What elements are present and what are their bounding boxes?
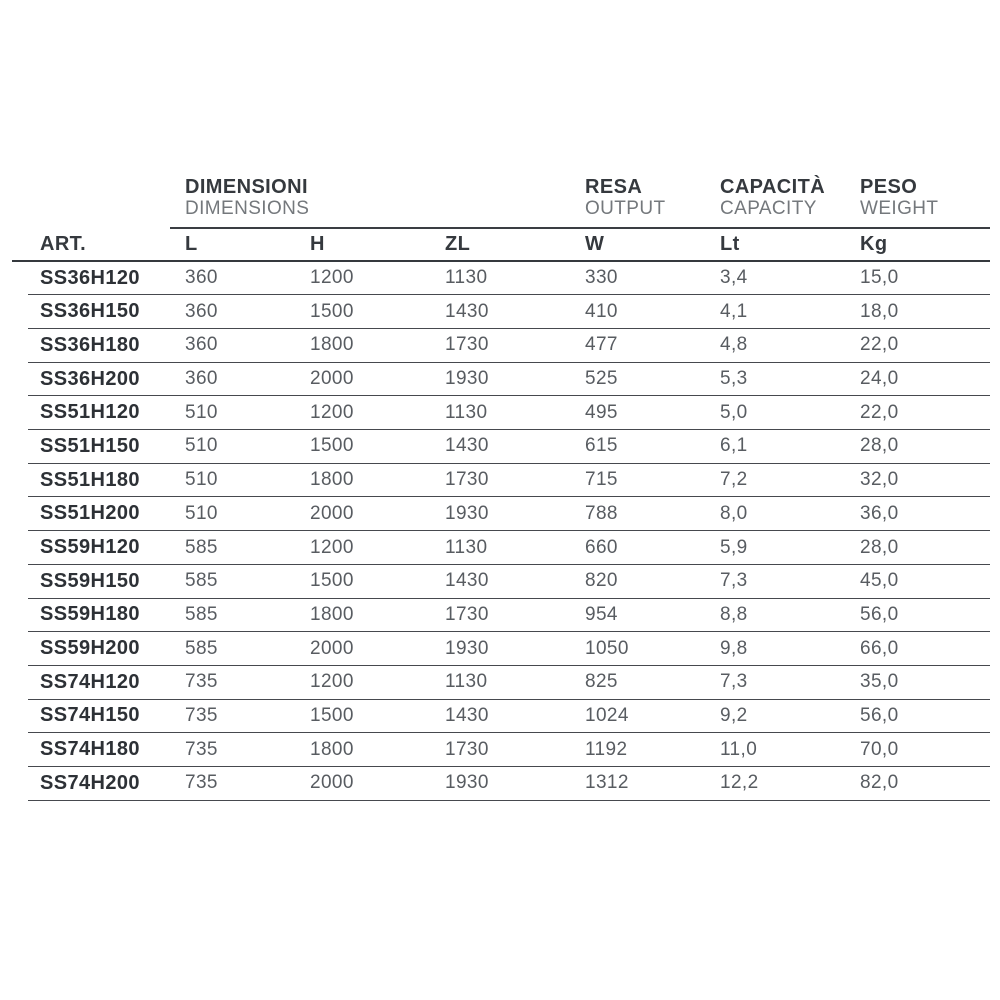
cell-output-w: 820 <box>585 570 618 592</box>
cell-weight-kg: 24,0 <box>860 368 899 390</box>
cell-article-code: SS59H200 <box>40 637 140 660</box>
group-subtitle-output: OUTPUT <box>585 198 666 220</box>
cell-output-w: 330 <box>585 267 618 288</box>
cell-length: 585 <box>185 536 218 558</box>
group-subtitle-weight: WEIGHT <box>860 198 939 220</box>
cell-output-w: 525 <box>585 368 618 390</box>
cell-article-code: SS74H150 <box>40 704 140 727</box>
cell-zl: 1730 <box>445 603 489 625</box>
table-row <box>28 531 990 565</box>
cell-length: 360 <box>185 368 218 390</box>
cell-article-code: SS36H180 <box>40 333 140 356</box>
column-header-row <box>12 229 990 262</box>
table-row <box>28 262 990 296</box>
cell-article-code: SS59H180 <box>40 603 140 626</box>
cell-zl: 1430 <box>445 300 489 322</box>
group-title-capacita: CAPACITÀ <box>720 176 826 198</box>
cell-capacity-lt: 5,9 <box>720 536 748 558</box>
group-title-dimensioni: DIMENSIONI <box>185 176 308 198</box>
cell-length: 585 <box>185 570 218 592</box>
group-header-capacity <box>720 176 860 220</box>
cell-zl: 1930 <box>445 502 489 524</box>
cell-length: 510 <box>185 469 218 491</box>
cell-zl: 1130 <box>445 401 488 423</box>
table-row <box>28 599 990 633</box>
cell-capacity-lt: 5,0 <box>720 401 748 423</box>
cell-output-w: 495 <box>585 401 618 423</box>
cell-weight-kg: 15,0 <box>860 267 899 288</box>
cell-weight-kg: 22,0 <box>860 401 899 423</box>
cell-output-w: 715 <box>585 469 618 491</box>
cell-article-code: SS36H150 <box>40 300 140 323</box>
cell-length: 360 <box>185 300 218 322</box>
cell-article-code: SS51H180 <box>40 468 140 491</box>
cell-article-code: SS36H200 <box>40 367 140 390</box>
table-body <box>28 262 990 801</box>
cell-height: 1200 <box>310 267 354 288</box>
table-row <box>28 733 990 767</box>
cell-height: 1800 <box>310 469 354 491</box>
cell-height: 2000 <box>310 772 354 794</box>
cell-length: 735 <box>185 772 218 794</box>
cell-zl: 1930 <box>445 368 489 390</box>
cell-output-w: 477 <box>585 334 618 356</box>
table-row <box>28 464 990 498</box>
cell-zl: 1430 <box>445 704 489 726</box>
cell-height: 1200 <box>310 671 354 693</box>
cell-zl: 1930 <box>445 772 489 794</box>
cell-weight-kg: 82,0 <box>860 772 899 794</box>
cell-height: 1500 <box>310 435 354 457</box>
cell-article-code: SS59H120 <box>40 536 140 558</box>
cell-capacity-lt: 7,3 <box>720 671 748 693</box>
column-header-l: L <box>185 232 198 255</box>
cell-capacity-lt: 8,8 <box>720 603 748 625</box>
table-row <box>28 666 990 700</box>
column-header-w: W <box>585 232 605 255</box>
cell-article-code: SS74H120 <box>40 670 140 693</box>
cell-height: 2000 <box>310 637 354 659</box>
table-row <box>28 430 990 464</box>
cell-output-w: 660 <box>585 536 618 558</box>
cell-height: 1500 <box>310 300 354 322</box>
table-row <box>28 396 990 430</box>
column-header-art: ART. <box>40 232 87 255</box>
column-header-h: H <box>310 232 325 255</box>
cell-length: 585 <box>185 603 218 625</box>
cell-article-code: SS51H200 <box>40 502 140 525</box>
cell-article-code: SS59H150 <box>40 569 140 592</box>
cell-output-w: 1024 <box>585 704 629 726</box>
cell-capacity-lt: 9,8 <box>720 637 748 659</box>
cell-weight-kg: 32,0 <box>860 469 899 491</box>
column-header-kg: Kg <box>860 232 888 255</box>
table-row <box>28 329 990 363</box>
group-header-output <box>585 176 720 220</box>
cell-length: 735 <box>185 671 218 693</box>
table-row <box>28 700 990 734</box>
cell-height: 1200 <box>310 536 354 558</box>
cell-zl: 1730 <box>445 738 489 760</box>
cell-length: 510 <box>185 401 218 423</box>
table-row <box>28 497 990 531</box>
cell-height: 2000 <box>310 502 354 524</box>
cell-zl: 1430 <box>445 435 489 457</box>
cell-height: 1800 <box>310 603 354 625</box>
cell-weight-kg: 22,0 <box>860 334 899 356</box>
cell-height: 1800 <box>310 334 354 356</box>
group-header-dimensions <box>170 176 585 220</box>
cell-article-code: SS51H150 <box>40 434 140 457</box>
cell-capacity-lt: 3,4 <box>720 267 748 288</box>
group-title-resa: RESA <box>585 176 643 198</box>
cell-length: 360 <box>185 334 218 356</box>
cell-zl: 1730 <box>445 469 489 491</box>
cell-length: 510 <box>185 435 218 457</box>
cell-output-w: 825 <box>585 671 618 693</box>
table-row <box>28 363 990 397</box>
cell-article-code: SS74H180 <box>40 738 140 761</box>
cell-height: 2000 <box>310 368 354 390</box>
cell-weight-kg: 56,0 <box>860 704 899 726</box>
cell-weight-kg: 18,0 <box>860 300 899 322</box>
cell-capacity-lt: 7,2 <box>720 469 748 491</box>
group-subtitle-capacity: CAPACITY <box>720 198 817 220</box>
cell-length: 735 <box>185 738 218 760</box>
cell-weight-kg: 45,0 <box>860 570 899 592</box>
cell-capacity-lt: 4,8 <box>720 334 748 356</box>
group-header-weight <box>860 176 990 220</box>
cell-article-code: SS74H200 <box>40 771 140 794</box>
cell-article-code: SS36H120 <box>40 266 140 289</box>
cell-weight-kg: 36,0 <box>860 502 899 524</box>
table-row <box>28 295 990 329</box>
cell-output-w: 1312 <box>585 772 629 794</box>
cell-weight-kg: 70,0 <box>860 738 899 760</box>
cell-zl: 1130 <box>445 536 488 558</box>
cell-weight-kg: 35,0 <box>860 671 899 693</box>
cell-height: 1500 <box>310 704 354 726</box>
cell-zl: 1130 <box>445 671 488 693</box>
cell-output-w: 954 <box>585 603 618 625</box>
cell-zl: 1930 <box>445 637 489 659</box>
column-header-lt: Lt <box>720 232 740 255</box>
table-row <box>28 767 990 801</box>
column-header-zl: ZL <box>445 232 471 255</box>
spec-table <box>12 176 990 801</box>
cell-zl: 1130 <box>445 267 488 288</box>
cell-length: 510 <box>185 502 218 524</box>
cell-capacity-lt: 7,3 <box>720 570 748 592</box>
table-row <box>28 565 990 599</box>
cell-article-code: SS51H120 <box>40 401 140 424</box>
cell-output-w: 410 <box>585 300 618 322</box>
cell-capacity-lt: 12,2 <box>720 772 759 794</box>
cell-output-w: 615 <box>585 435 618 457</box>
cell-capacity-lt: 5,3 <box>720 368 748 390</box>
cell-capacity-lt: 6,1 <box>720 435 748 457</box>
cell-capacity-lt: 11,0 <box>720 738 758 760</box>
cell-output-w: 1192 <box>585 738 628 760</box>
cell-capacity-lt: 4,1 <box>720 300 748 322</box>
cell-weight-kg: 28,0 <box>860 536 899 558</box>
cell-height: 1800 <box>310 738 354 760</box>
cell-capacity-lt: 8,0 <box>720 502 748 524</box>
cell-output-w: 788 <box>585 502 618 524</box>
cell-height: 1200 <box>310 401 354 423</box>
cell-length: 585 <box>185 637 218 659</box>
cell-weight-kg: 56,0 <box>860 603 899 625</box>
group-subtitle-dimensions: DIMENSIONS <box>185 198 310 220</box>
cell-zl: 1730 <box>445 334 489 356</box>
table-row <box>28 632 990 666</box>
cell-weight-kg: 28,0 <box>860 435 899 457</box>
cell-length: 360 <box>185 267 218 288</box>
cell-weight-kg: 66,0 <box>860 637 899 659</box>
cell-capacity-lt: 9,2 <box>720 704 748 726</box>
cell-zl: 1430 <box>445 570 489 592</box>
cell-output-w: 1050 <box>585 637 629 659</box>
cell-length: 735 <box>185 704 218 726</box>
group-title-peso: PESO <box>860 176 918 198</box>
group-header-band <box>170 176 990 229</box>
cell-height: 1500 <box>310 570 354 592</box>
